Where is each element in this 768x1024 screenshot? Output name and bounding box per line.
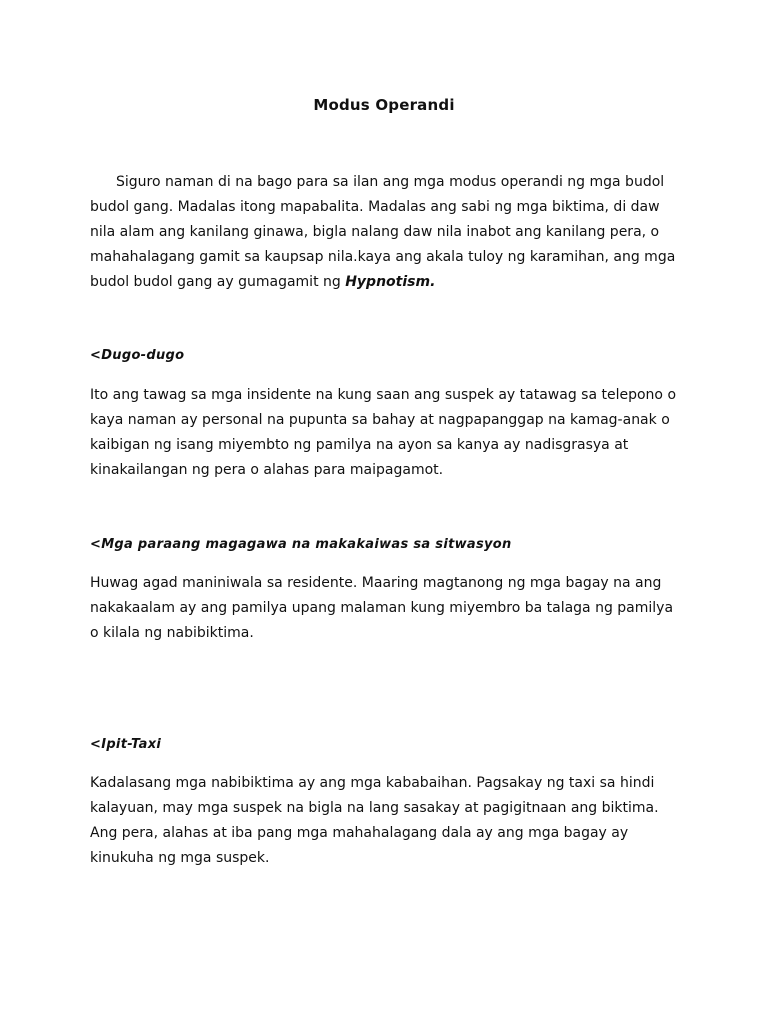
section-body-ipit-taxi: Kadalasang mga nabibiktima ay ang mga kababaihan. Pagsakay ng taxi sa hindi kalayuan, may mga suspek na bigla na lang sasakay at pagigitnaan ang biktima. Ang pera, alahas at iba pang mga mahahalagang dala ay ang mga bagay ay kinukuha ng mga suspek. bbox=[90, 775, 659, 866]
section-heading-dugo-dugo: <Dugo-dugo bbox=[90, 348, 185, 363]
intro-emphasis: Hypnotism. bbox=[345, 274, 436, 290]
section-body-mga-paraang: Huwag agad maniniwala sa residente. Maaring magtanong ng mga bagay na ang nakakaalam ay ang pamilya upang malaman kung miyembro ba talaga ng pamilya o kilala ng nabibiktima. bbox=[90, 575, 674, 641]
document-title: Modus Operandi bbox=[313, 96, 455, 114]
intro-paragraph bbox=[90, 170, 680, 295]
section-heading-ipit-taxi: <Ipit-Taxi bbox=[90, 737, 162, 752]
section-body-dugo-dugo: Ito ang tawag sa mga insidente na kung saan ang suspek ay tatawag sa telepono o kaya naman ay personal na pupunta sa bahay at nagpapanggap na kamag-anak o kaibigan ng isang miyembto ng pamilya na ayon sa kanya ay nadisgrasya at kinakailangan ng pera o alahas para maipagamot. bbox=[90, 387, 677, 478]
section-heading-mga-paraang: <Mga paraang magagawa na makakaiwas sa sitwasyon bbox=[90, 537, 512, 552]
intro-text: Siguro naman di na bago para sa ilan ang mga modus operandi ng mga budol budol gang. Madalas itong mapabalita. Madalas ang sabi ng mga biktima, di daw nila alam ang kanilang ginawa, bigla nalang daw nila inabot ang kanilang pera, o mahahalagang gamit sa kaupsap nila.kaya ang akala tuloy ng karamihan, ang mga budol budol gang ay gumagamit ng bbox=[90, 174, 676, 290]
